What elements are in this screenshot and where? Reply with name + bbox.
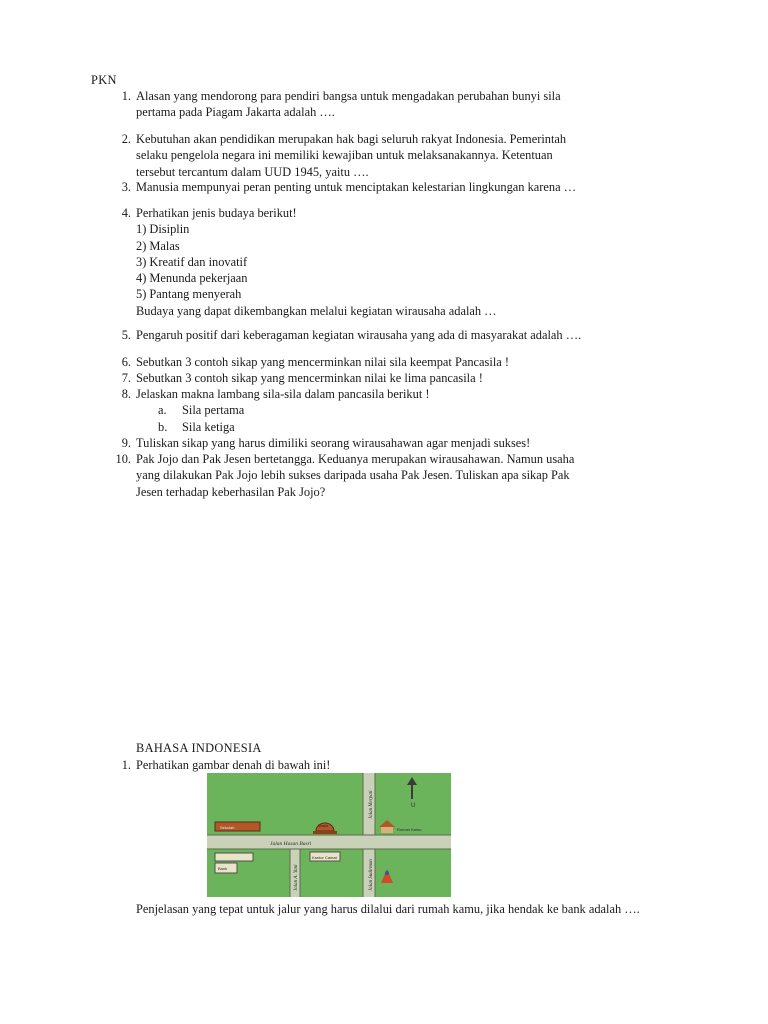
question-number: 8. — [121, 387, 131, 401]
question-number: 1. — [121, 758, 131, 772]
question-7 — [105, 370, 695, 386]
question-number: 10. — [115, 452, 131, 466]
list-item: 2) Malas — [136, 238, 180, 253]
question-intro: Perhatikan jenis budaya berikut! — [136, 206, 297, 220]
question-text-line: Penjelasan yang tepat untuk jalur yang harus dilalui dari rumah kamu, jika hendak ke — [136, 902, 559, 916]
map-drawing — [207, 773, 451, 897]
section-title-bahasa-indonesia: BAHASA INDONESIA — [136, 741, 262, 755]
sub-item-text: Sila ketiga — [182, 419, 235, 434]
question-intro: Jelaskan makna lambang sila-sila dalam pancasila berikut ! — [136, 387, 430, 401]
question-intro: Perhatikan gambar denah di bawah ini! — [136, 758, 331, 772]
masjid-label: Masjid — [318, 824, 329, 828]
denah-map-image — [207, 773, 451, 897]
question-1 — [105, 88, 695, 121]
question-5 — [105, 327, 695, 343]
question-number: 4. — [121, 206, 131, 220]
question-number: 7. — [121, 371, 131, 385]
question-text-line: Pak Jojo dan Pak Jesen bertetangga. Keduanya merupakan wirausahawan. Namun usaha — [136, 452, 575, 466]
list-item: 1) Disiplin — [136, 222, 190, 237]
question-number: 3. — [121, 180, 131, 194]
street-left-label: Jalan A. Yani — [294, 864, 299, 891]
question-4 — [105, 205, 695, 319]
question-6 — [105, 354, 695, 370]
sub-item-letter: a. — [158, 403, 167, 418]
rumah-kamu-body — [381, 827, 393, 833]
bank-label: Bank — [218, 866, 228, 871]
north-label: U — [411, 803, 416, 809]
question-number: 5. — [121, 328, 131, 342]
section-title-pkn: PKN — [91, 73, 117, 87]
list-item: 4) Menunda pekerjaan — [136, 271, 248, 286]
list-item: 3) Kreatif dan inovatif — [136, 254, 248, 269]
sub-item-text: Sila pertama — [182, 403, 245, 418]
question-text-line: Sebutkan 3 contoh sikap yang mencerminkan nilai sila keempat Pancasila ! — [136, 355, 509, 369]
question-text-line: pertama pada Piagam Jakarta adalah …. — [136, 105, 335, 120]
marker-icon — [385, 871, 389, 875]
question-number: 6. — [121, 355, 131, 369]
street-main-label: Jalan Hasan Basri — [270, 841, 312, 847]
list-item: 5) Pantang menyerah — [136, 287, 242, 302]
street-right-upper-label: Jalan Merpati — [369, 790, 374, 819]
question-text-line: Jesen terhadap keberhasilan Pak Jojo? — [136, 484, 326, 499]
question-text-line: yang dilakukan Pak Jojo lebih sukses daripada usaha Pak Jesen. Tuliskan apa sikap Pak — [136, 468, 570, 483]
question-number: 2. — [121, 132, 131, 146]
question-3 — [105, 179, 695, 195]
building — [215, 853, 253, 861]
question-2 — [105, 131, 695, 180]
masjid-base — [313, 831, 337, 834]
question-text-line: selaku pengelola negara ini memiliki kewajiban untuk melaksanakannya. Ketentuan — [136, 148, 553, 163]
street-right-lower-label: Jalan Sudirman — [369, 859, 374, 891]
question-number: 9. — [121, 436, 131, 450]
sub-item — [136, 402, 681, 418]
question-text-line: Manusia mempunyai peran penting untuk menciptakan kelestarian lingkungan karena … — [136, 180, 577, 194]
question-text-line: Kebutuhan akan pendidikan merupakan hak bagi seluruh rakyat Indonesia. Pemerintah — [136, 132, 567, 146]
question-8 — [105, 386, 695, 435]
question-text-line: bank adalah …. — [561, 902, 640, 916]
bi-question-1 — [105, 757, 695, 773]
question-text-line: Pengaruh positif dari keberagaman kegiatan wirausaha yang ada di masyarakat adalah …. — [136, 328, 582, 342]
kantor-camat-label: Kantor Camat — [312, 855, 337, 860]
question-text-line: Sebutkan 3 contoh sikap yang mencerminkan nilai ke lima pancasila ! — [136, 371, 483, 385]
bi-question-1-followup — [136, 901, 696, 917]
question-number: 1. — [121, 89, 131, 103]
street-main — [207, 835, 451, 849]
question-text-line: Alasan yang mendorong para pendiri bangsa untuk mengadakan perubahan bunyi sila — [136, 89, 561, 103]
question-closing: Budaya yang dapat dikembangkan melalui kegiatan wirausaha adalah … — [136, 303, 497, 318]
sub-item — [136, 419, 681, 435]
rumah-kamu-label: Rumah Kamu — [397, 827, 422, 832]
question-10 — [105, 451, 695, 500]
question-text-line: Tuliskan sikap yang harus dimiliki seorang wirausahawan agar menjadi sukses! — [136, 436, 531, 450]
sekolah-label: Sekolah — [220, 825, 235, 830]
sub-item-letter: b. — [158, 419, 168, 434]
question-text-line: tersebut tercantum dalam UUD 1945, yaitu …. — [136, 164, 369, 179]
question-9 — [105, 435, 695, 451]
